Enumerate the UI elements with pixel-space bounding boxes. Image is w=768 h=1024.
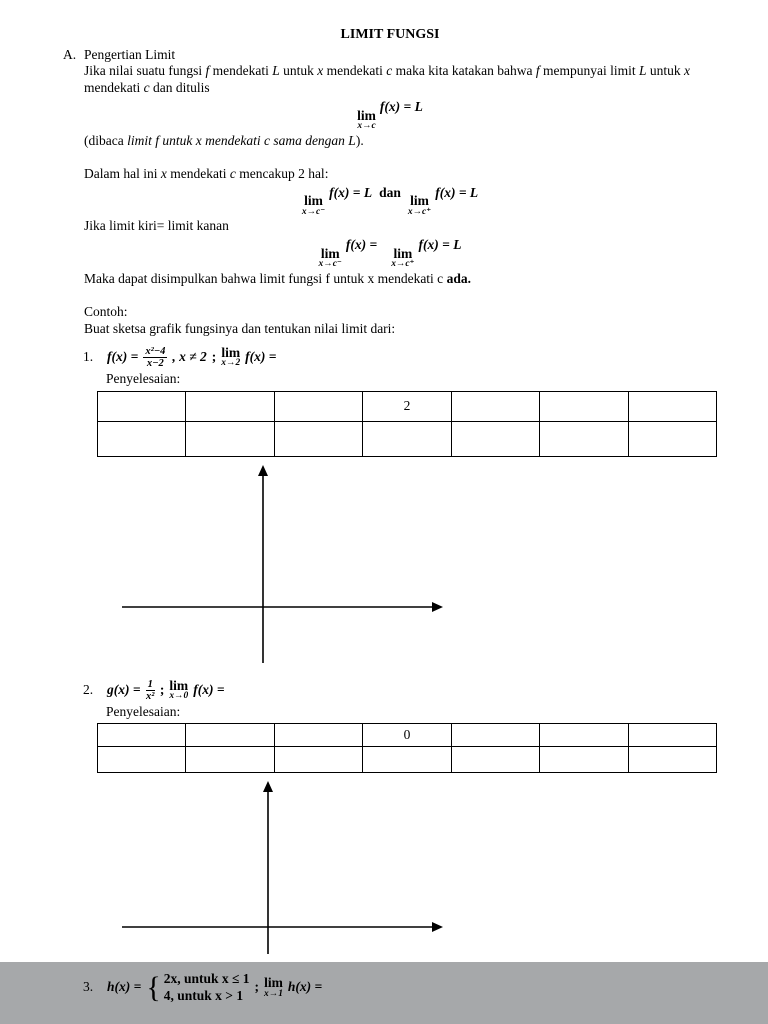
paragraph-dibaca: (dibaca limit f untuk x mendekati c sama dengan L). — [84, 132, 364, 148]
function-def: f(x) = — [107, 348, 139, 364]
table-cell — [186, 724, 274, 747]
axes-figure-1 — [122, 465, 444, 667]
case-line-2: 4, untuk x > 1 — [163, 987, 244, 1003]
page-title: LIMIT FUNGSI — [340, 27, 440, 42]
table-cell — [274, 747, 362, 773]
formula-limits-equal — [63, 237, 717, 270]
separator: ; — [254, 979, 260, 995]
line-limit-kiri-kanan: Jika limit kiri= limit kanan — [84, 218, 229, 234]
table-cell — [451, 747, 539, 773]
table-cell — [628, 747, 716, 773]
item-number: 1. — [83, 348, 94, 364]
lim-subscript: x→c⁺ — [391, 259, 415, 270]
lim-word: lim — [357, 107, 376, 123]
fraction — [146, 679, 155, 702]
lim-subscript: x→1 — [264, 988, 283, 999]
x-axis-arrow — [432, 602, 443, 612]
lim-word: lim — [264, 975, 283, 991]
table-cell — [274, 724, 362, 747]
fraction-denominator: x² — [145, 690, 155, 702]
table-cell — [98, 421, 186, 456]
example-item-2 — [83, 679, 717, 702]
y-axis-arrow — [263, 781, 273, 792]
answer-table-2 — [97, 723, 717, 773]
table-cell — [628, 421, 716, 456]
conjunction-dan: dan — [379, 184, 401, 200]
lim-word: lim — [410, 193, 429, 209]
fraction-denominator: x−2 — [146, 357, 164, 369]
lim-word: lim — [169, 677, 189, 693]
function-def: g(x) = — [107, 681, 141, 697]
lim-stack — [408, 194, 431, 217]
formula-left-right-limits — [63, 185, 717, 218]
table-cell — [628, 724, 716, 747]
limit-body: h(x) = — [287, 979, 323, 995]
table-cell — [628, 391, 716, 421]
item-number: 2. — [83, 681, 94, 697]
spacer — [63, 150, 717, 166]
domain-condition: , x ≠ 2 — [172, 348, 207, 364]
table-cell — [98, 391, 186, 421]
lim-subscript: x→c⁺ — [407, 206, 432, 217]
formula-body: f(x) = L — [418, 237, 462, 253]
item-3-expression — [107, 971, 322, 1003]
formula-body: f(x) = L — [379, 99, 423, 115]
spacer — [63, 288, 717, 304]
fraction — [143, 346, 167, 369]
contoh-label: Contoh: — [84, 303, 128, 319]
cases-column — [164, 971, 250, 1003]
table-cell — [98, 747, 186, 773]
item-1-expression — [107, 346, 276, 369]
lim-stack — [357, 109, 376, 132]
paragraph-dua-hal: Dalam hal ini x mendekati c mencakup 2 hal: — [84, 165, 329, 181]
lim-word: lim — [221, 344, 241, 360]
lim-subscript: x→0 — [169, 691, 189, 702]
function-def: h(x) = — [107, 979, 142, 995]
axes-figure-2 — [122, 781, 444, 957]
section-a-header — [63, 47, 717, 64]
table-cell: 0 — [363, 724, 451, 747]
table-cell — [540, 421, 628, 456]
table-cell — [186, 391, 274, 421]
item-2-expression — [107, 679, 225, 702]
section-label: A. — [63, 46, 77, 62]
table-cell — [363, 747, 451, 773]
table-cell — [540, 391, 628, 421]
table-cell — [186, 747, 274, 773]
limit-body: f(x) = — [193, 681, 225, 697]
lim-subscript: x→2 — [221, 358, 241, 369]
fraction-numerator: x²−4 — [145, 345, 166, 357]
table-cell: 2 — [363, 391, 451, 421]
paragraph-conclusion: Maka dapat disimpulkan bahwa limit fungsi f untuk x mendekati c ada. — [84, 270, 471, 286]
piecewise-cases — [146, 971, 249, 1003]
contoh-instruction: Buat sketsa grafik fungsinya dan tentukan nilai limit dari: — [84, 320, 396, 336]
example-item-3 — [83, 971, 717, 1003]
formula-limit-definition — [63, 99, 717, 132]
lim-stack — [302, 194, 325, 217]
lim-stack — [264, 976, 283, 999]
formula-body: f(x) = — [345, 237, 378, 253]
limit-body: f(x) = — [245, 348, 277, 364]
table-row — [98, 747, 717, 773]
answer-table-1 — [97, 391, 717, 457]
formula-body: f(x) = L — [329, 184, 373, 200]
table-cell — [274, 421, 362, 456]
table-row — [98, 421, 717, 456]
separator: ; — [159, 681, 165, 697]
table-cell — [186, 421, 274, 456]
table-cell — [98, 724, 186, 747]
table-cell — [540, 724, 628, 747]
lim-word: lim — [304, 193, 323, 209]
y-axis-arrow — [258, 465, 268, 476]
formula-body: f(x) = L — [435, 184, 479, 200]
lim-stack — [319, 247, 342, 270]
lim-stack — [391, 247, 414, 270]
fraction-numerator: 1 — [147, 678, 153, 690]
table-cell — [274, 391, 362, 421]
lim-word: lim — [393, 245, 413, 261]
penyelesaian-label: Penyelesaian: — [106, 703, 181, 719]
curly-brace: { — [146, 971, 161, 1005]
table-cell — [540, 747, 628, 773]
penyelesaian-label: Penyelesaian: — [106, 370, 181, 386]
item-number: 3. — [83, 979, 94, 995]
table-cell — [451, 724, 539, 747]
lim-subscript: x→c⁻ — [301, 206, 326, 217]
table-row — [98, 391, 717, 421]
table-cell — [451, 421, 539, 456]
section-heading: Pengertian Limit — [84, 46, 176, 62]
table-cell — [451, 391, 539, 421]
lim-subscript: x→c⁻ — [318, 259, 342, 270]
case-line-1: 2x, untuk x ≤ 1 — [163, 971, 250, 987]
table-cell — [363, 421, 451, 456]
lim-subscript: x→c — [357, 121, 376, 132]
table-row — [98, 724, 717, 747]
paragraph-definition: Jika nilai suatu fungsi f mendekati L untuk x mendekati c maka kita katakan bahwa f mempunyai limit L untuk x mendekati c dan ditulis — [84, 63, 691, 96]
lim-stack — [169, 679, 188, 702]
example-item-1 — [83, 346, 717, 369]
x-axis-arrow — [432, 922, 443, 932]
lim-stack — [221, 346, 240, 369]
lim-word: lim — [320, 245, 340, 261]
separator: ; — [211, 348, 217, 364]
